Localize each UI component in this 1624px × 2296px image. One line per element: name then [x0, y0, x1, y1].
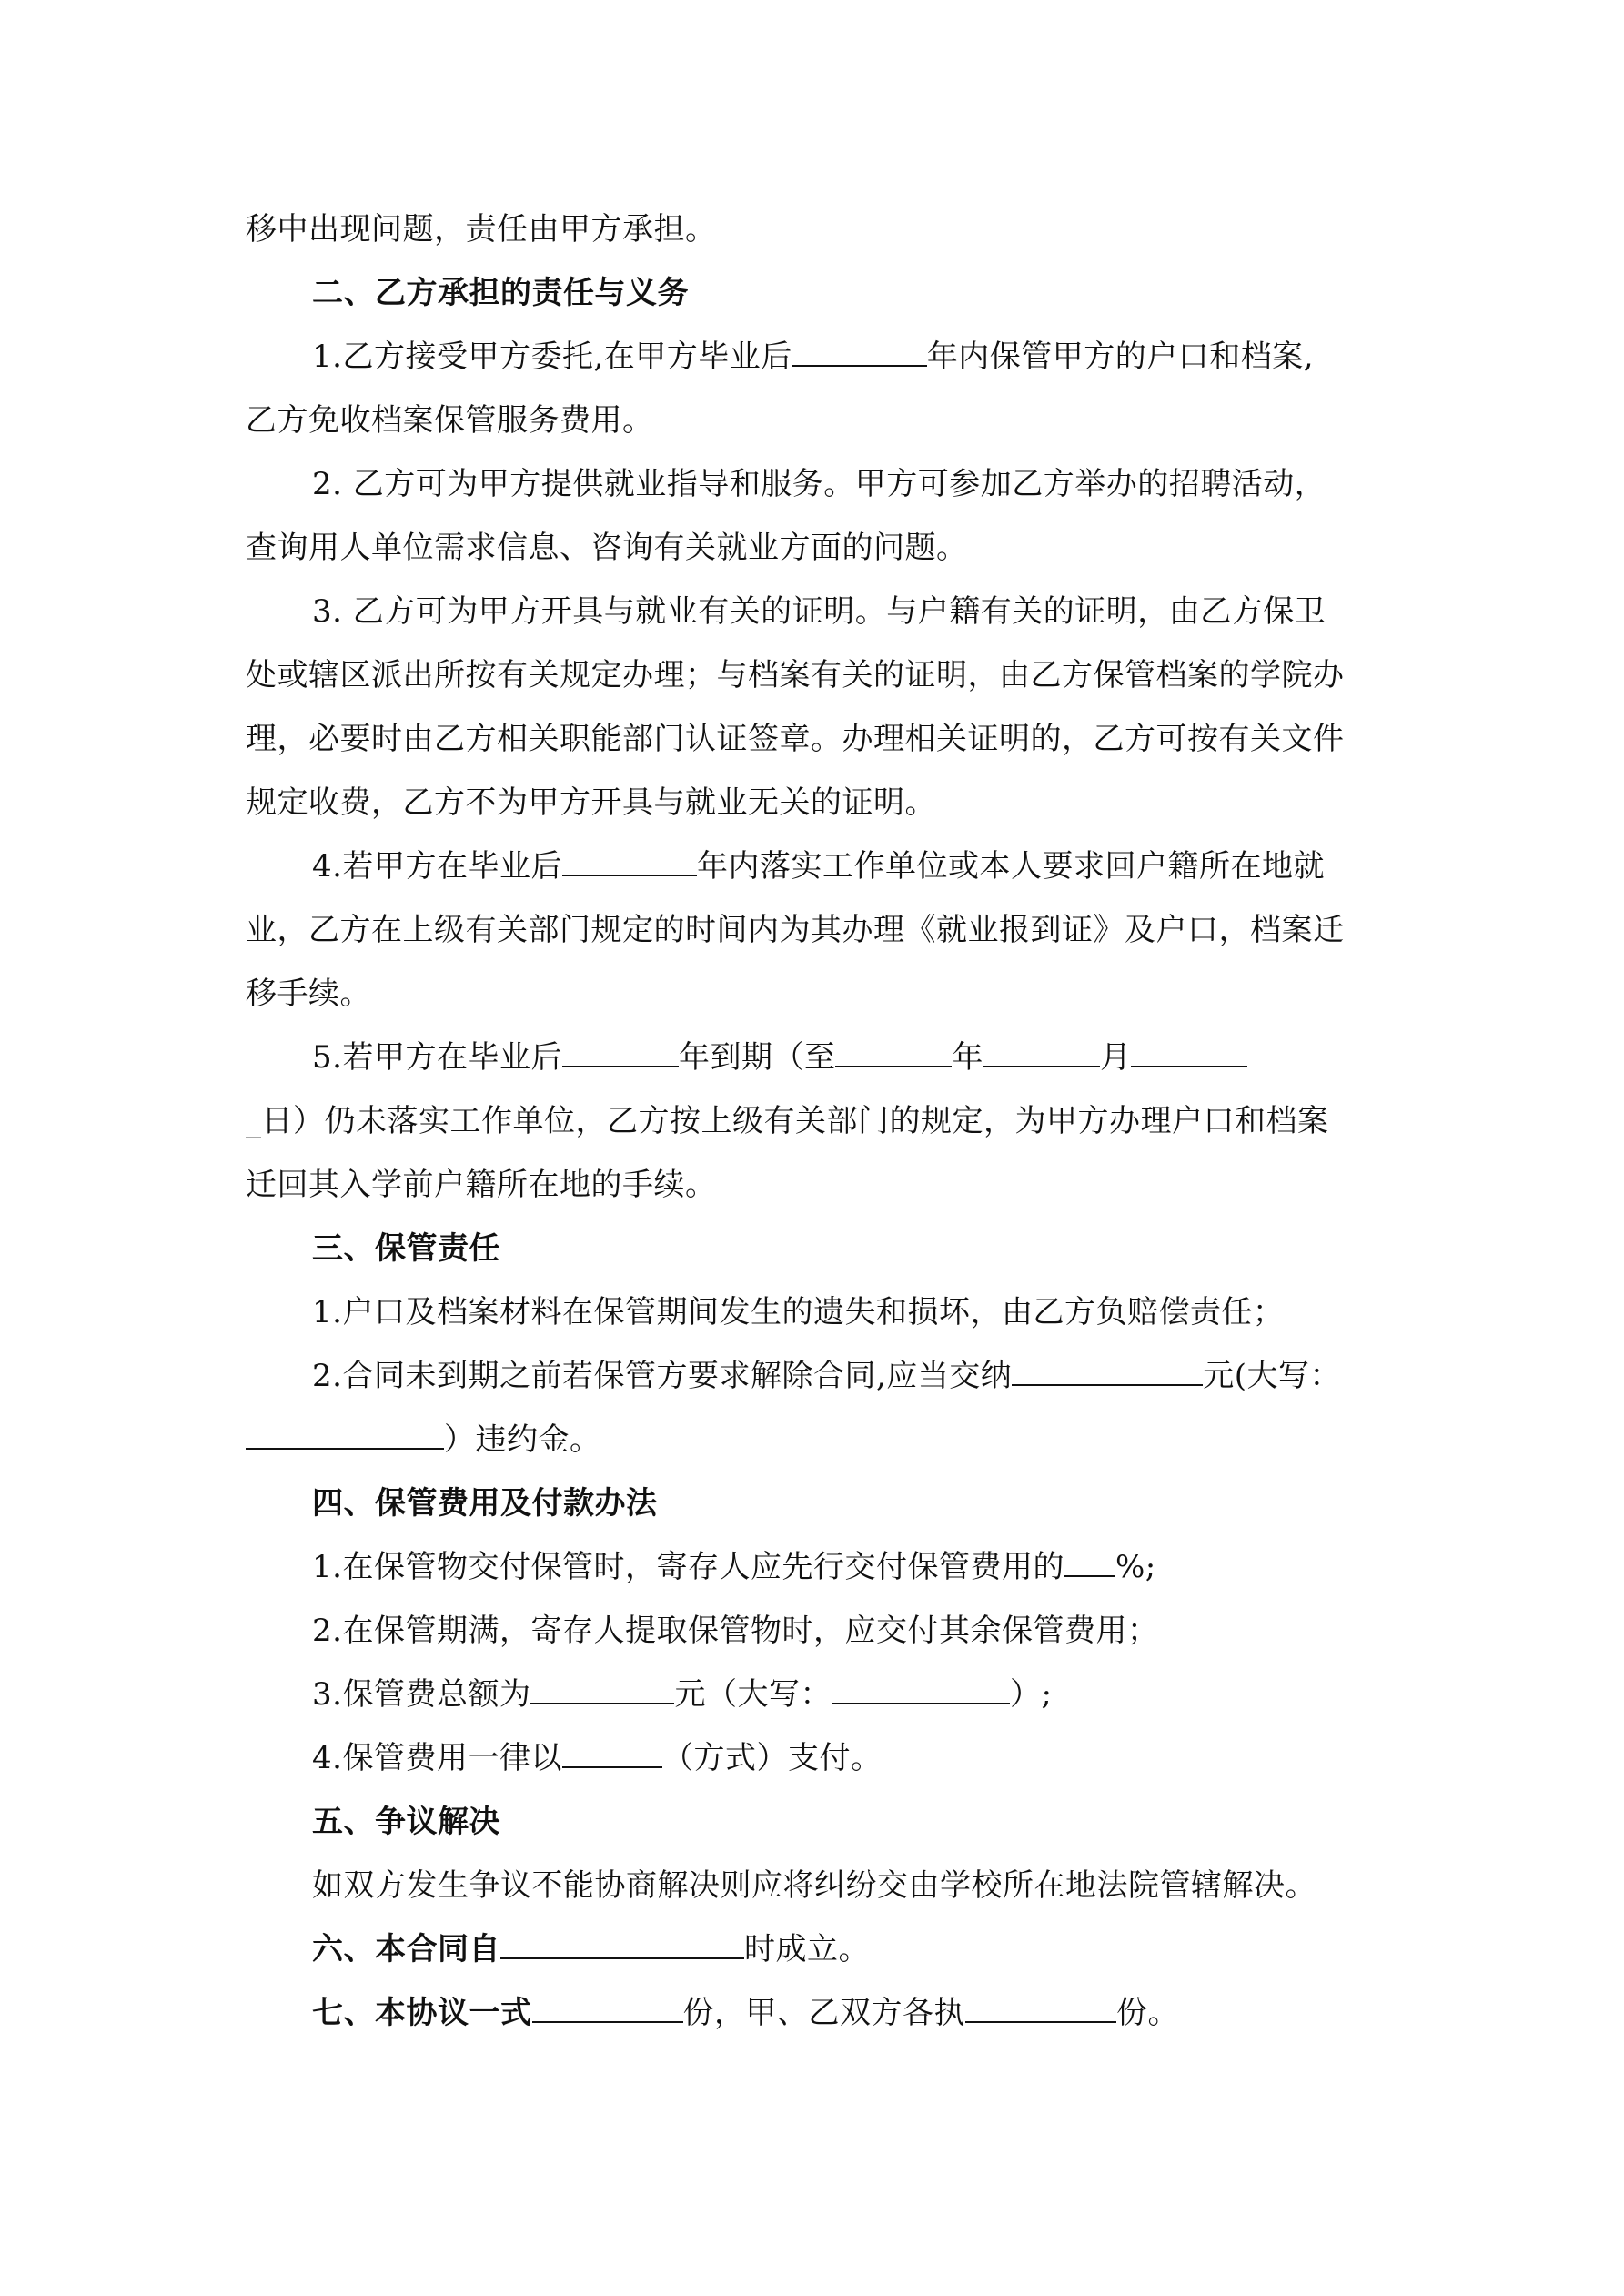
text: （方式）支付。	[661, 1740, 883, 1776]
fill-blank-month[interactable]	[983, 1038, 1100, 1067]
paragraph-line	[312, 1547, 1156, 1587]
text: 迁回其入学前户籍所在地的手续。	[246, 1167, 717, 1203]
paragraph-line	[312, 1356, 1341, 1396]
fill-blank-method[interactable]	[562, 1739, 662, 1768]
text: 2.在保管期满，寄存人提取保管物时，应交付其余保管费用；	[312, 1613, 1159, 1649]
section-heading-4	[312, 1483, 658, 1523]
text: %;	[1115, 1549, 1156, 1585]
paragraph-line	[312, 1866, 1316, 1906]
text: 月	[1099, 1039, 1132, 1076]
text: 2. 乙方可为甲方提供就业指导和服务。甲方可参加乙方举办的招聘活动，	[312, 466, 1326, 502]
text: 年到期（至	[678, 1039, 836, 1076]
text: ）;	[1009, 1676, 1053, 1713]
text: ）违约金。	[444, 1421, 601, 1458]
text: 份。	[1116, 1995, 1179, 2031]
text: 3. 乙方可为甲方开具与就业有关的证明。与户籍有关的证明，由乙方保卫	[312, 593, 1326, 630]
paragraph-line	[246, 1420, 601, 1460]
text: 业，乙方在上级有关部门规定的时间内为其办理《就业报到证》及户口，档案迁	[246, 912, 1345, 948]
paragraph-line	[246, 209, 717, 249]
section-heading-5	[312, 1802, 500, 1842]
fill-blank-year[interactable]	[835, 1038, 952, 1067]
text: 时成立。	[744, 1931, 870, 1967]
heading-text: 二、乙方承担的责任与义务	[312, 275, 689, 311]
fill-blank-years[interactable]	[792, 338, 927, 367]
paragraph-line	[246, 1165, 717, 1205]
text: 4.若甲方在毕业后	[312, 848, 562, 885]
text: 4.保管费用一律以	[312, 1740, 562, 1776]
paragraph-line	[312, 1738, 882, 1778]
text: 份，甲、乙双方各执	[682, 1995, 965, 2031]
text: _日）仍未落实工作单位，乙方按上级有关部门的规定，为甲方办理户口和档案	[246, 1103, 1329, 1139]
paragraph-line	[246, 719, 1345, 759]
paragraph-line	[246, 783, 936, 823]
text: 2.合同未到期之前若保管方要求解除合同,应当交纳	[312, 1358, 1013, 1394]
paragraph-line	[312, 1037, 1247, 1077]
fill-blank-total-words[interactable]	[832, 1675, 1010, 1704]
text: 5.若甲方在毕业后	[312, 1039, 562, 1076]
fill-blank-copies[interactable]	[532, 1994, 683, 2023]
paragraph-line	[312, 1292, 1284, 1332]
paragraph-line	[312, 846, 1325, 886]
text: 3.保管费总额为	[312, 1676, 531, 1713]
text: 移中出现问题，责任由甲方承担。	[246, 211, 717, 248]
fill-blank-effective-date[interactable]	[500, 1930, 744, 1959]
paragraph-line	[312, 464, 1326, 504]
text: 六、本合同自	[312, 1931, 500, 1967]
text: 元(大写：	[1203, 1358, 1342, 1394]
text: 如双方发生争议不能协商解决则应将纠纷交由学校所在地法院管辖解决。	[312, 1867, 1316, 1904]
heading-text: 三、保管责任	[312, 1230, 500, 1267]
fill-blank-amount[interactable]	[1012, 1357, 1203, 1386]
section-heading-3	[312, 1229, 500, 1269]
text: 查询用人单位需求信息、咨询有关就业方面的问题。	[246, 530, 968, 566]
text: 理，必要时由乙方相关职能部门认证签章。办理相关证明的，乙方可按有关文件	[246, 721, 1345, 757]
paragraph-line	[312, 1611, 1158, 1651]
text: 年内落实工作单位或本人要求回户籍所在地就	[696, 848, 1325, 885]
fill-blank-copies-each[interactable]	[965, 1994, 1116, 2023]
fill-blank-amount-words[interactable]	[246, 1421, 444, 1450]
section-heading-2	[312, 273, 689, 313]
paragraph-line	[312, 592, 1326, 632]
heading-text: 四、保管费用及付款办法	[312, 1485, 658, 1522]
text: 元（大写：	[674, 1676, 832, 1713]
paragraph-line	[246, 528, 968, 568]
text: 规定收费，乙方不为甲方开具与就业无关的证明。	[246, 784, 936, 821]
text: 年	[952, 1039, 983, 1076]
text: 处或辖区派出所按有关规定办理；与档案有关的证明，由乙方保管档案的学院办	[246, 657, 1345, 693]
text: 乙方免收档案保管服务费用。	[246, 402, 654, 439]
paragraph-line	[246, 974, 371, 1014]
text: 1.乙方接受甲方委托,在甲方毕业后	[312, 339, 792, 375]
fill-blank-day[interactable]	[1131, 1038, 1247, 1067]
text: 七、本协议一式	[312, 1995, 532, 2031]
heading-text: 五、争议解决	[312, 1804, 500, 1840]
text: 1.户口及档案材料在保管期间发生的遗失和损坏，由乙方负赔偿责任；	[312, 1294, 1285, 1330]
fill-blank-years[interactable]	[562, 1038, 679, 1067]
section-heading-6	[312, 1929, 870, 1969]
text: 移手续。	[246, 976, 371, 1012]
text: 年内保管甲方的户口和档案,	[926, 339, 1315, 375]
paragraph-line	[246, 655, 1345, 695]
fill-blank-percent[interactable]	[1064, 1548, 1115, 1577]
paragraph-line	[312, 337, 1314, 377]
paragraph-line	[246, 400, 654, 440]
section-heading-7	[312, 1993, 1179, 2033]
fill-blank-years[interactable]	[562, 847, 697, 876]
paragraph-line	[246, 910, 1345, 950]
fill-blank-total[interactable]	[530, 1675, 674, 1704]
text: 1.在保管物交付保管时，寄存人应先行交付保管费用的	[312, 1549, 1064, 1585]
paragraph-line	[246, 1101, 1329, 1141]
paragraph-line	[312, 1674, 1052, 1714]
